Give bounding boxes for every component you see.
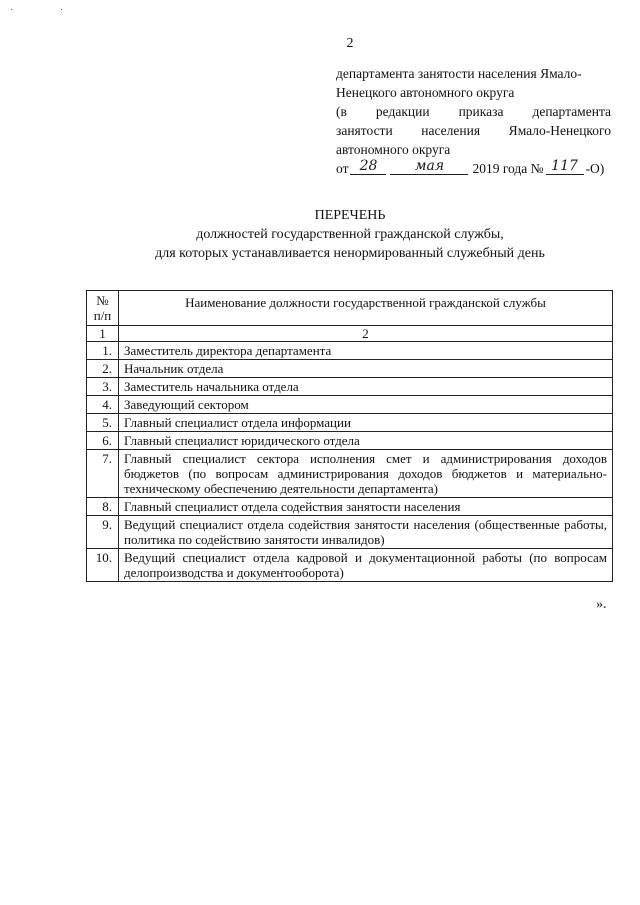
header-line-2: Ненецкого автономного округа (336, 85, 515, 100)
closing-quote-mark: ». (596, 597, 607, 612)
column-header-position-name: Наименование должности государственной гражданской службы (119, 291, 613, 326)
table-row (87, 396, 613, 414)
document-heading: ПЕРЕЧЕНЬ (314, 208, 386, 223)
positions-table (86, 290, 613, 582)
scan-artifact-marks: ˙ ˙ (10, 8, 86, 19)
header-line-1: департамента занятости населения Ямало- (336, 66, 582, 81)
index-cell-2: 2 (119, 326, 613, 342)
position-name: Главный специалист отдела содействия занятости населения (119, 498, 613, 516)
table-row (87, 378, 613, 396)
index-cell-1: 1 (87, 326, 119, 342)
header-line-4: занятости населения Ямало-Ненецкого (336, 123, 611, 138)
position-name: Ведущий специалист отдела содействия занятости населения (общественные работы, политика по содействию занятости инвалидов) (119, 516, 613, 549)
row-number: 5. (87, 414, 119, 432)
page-number: 2 (346, 36, 354, 51)
row-number: 3. (87, 378, 119, 396)
document-subtitle-line-1: должностей государственной гражданской службы, (196, 227, 504, 242)
row-number: 8. (87, 498, 119, 516)
position-name: Заведующий сектором (119, 396, 613, 414)
document-header (336, 64, 611, 178)
table-row (87, 498, 613, 516)
table-row (87, 414, 613, 432)
row-number: 9. (87, 516, 119, 549)
table-row (87, 342, 613, 360)
row-number: 10. (87, 549, 119, 582)
position-name: Ведущий специалист отдела кадровой и документационной работы (по вопросам делопроизводства и документооборота) (119, 549, 613, 582)
table-header-row (87, 291, 613, 326)
table-row (87, 549, 613, 582)
order-number-field (546, 159, 584, 175)
position-name: Заместитель начальника отдела (119, 378, 613, 396)
date-month-field (390, 159, 468, 175)
header-line-3: (в редакции приказа департамента (336, 104, 611, 119)
header-line-5: автономного округа (336, 142, 451, 157)
date-day-handwritten: 28 (359, 158, 378, 174)
document-title-block (0, 206, 640, 263)
table-row (87, 432, 613, 450)
date-day-field (350, 159, 386, 175)
date-year-text: 2019 года № (472, 161, 544, 176)
row-number: 4. (87, 396, 119, 414)
position-name: Главный специалист юридического отдела (119, 432, 613, 450)
document-subtitle-line-2: для которых устанавливается ненормированный служебный день (155, 246, 545, 261)
position-name: Главный специалист сектора исполнения смет и администрирования доходов бюджетов (по вопросам администрирования доходов бюджетов и материально-техническому обеспечению деятельности департамента) (119, 450, 613, 498)
row-number: 2. (87, 360, 119, 378)
row-number: 1. (87, 342, 119, 360)
table-row (87, 360, 613, 378)
table-row (87, 450, 613, 498)
row-number: 7. (87, 450, 119, 498)
position-name: Начальник отдела (119, 360, 613, 378)
date-prefix: от (336, 161, 349, 176)
row-number: 6. (87, 432, 119, 450)
position-name: Главный специалист отдела информации (119, 414, 613, 432)
order-number-handwritten: 117 (551, 158, 578, 174)
column-header-number: № п/п (87, 291, 119, 326)
table-index-row (87, 326, 613, 342)
order-suffix: -О) (585, 161, 605, 176)
order-date-line (336, 159, 611, 178)
position-name: Заместитель директора департамента (119, 342, 613, 360)
table-row (87, 516, 613, 549)
date-month-handwritten: мая (414, 158, 445, 174)
